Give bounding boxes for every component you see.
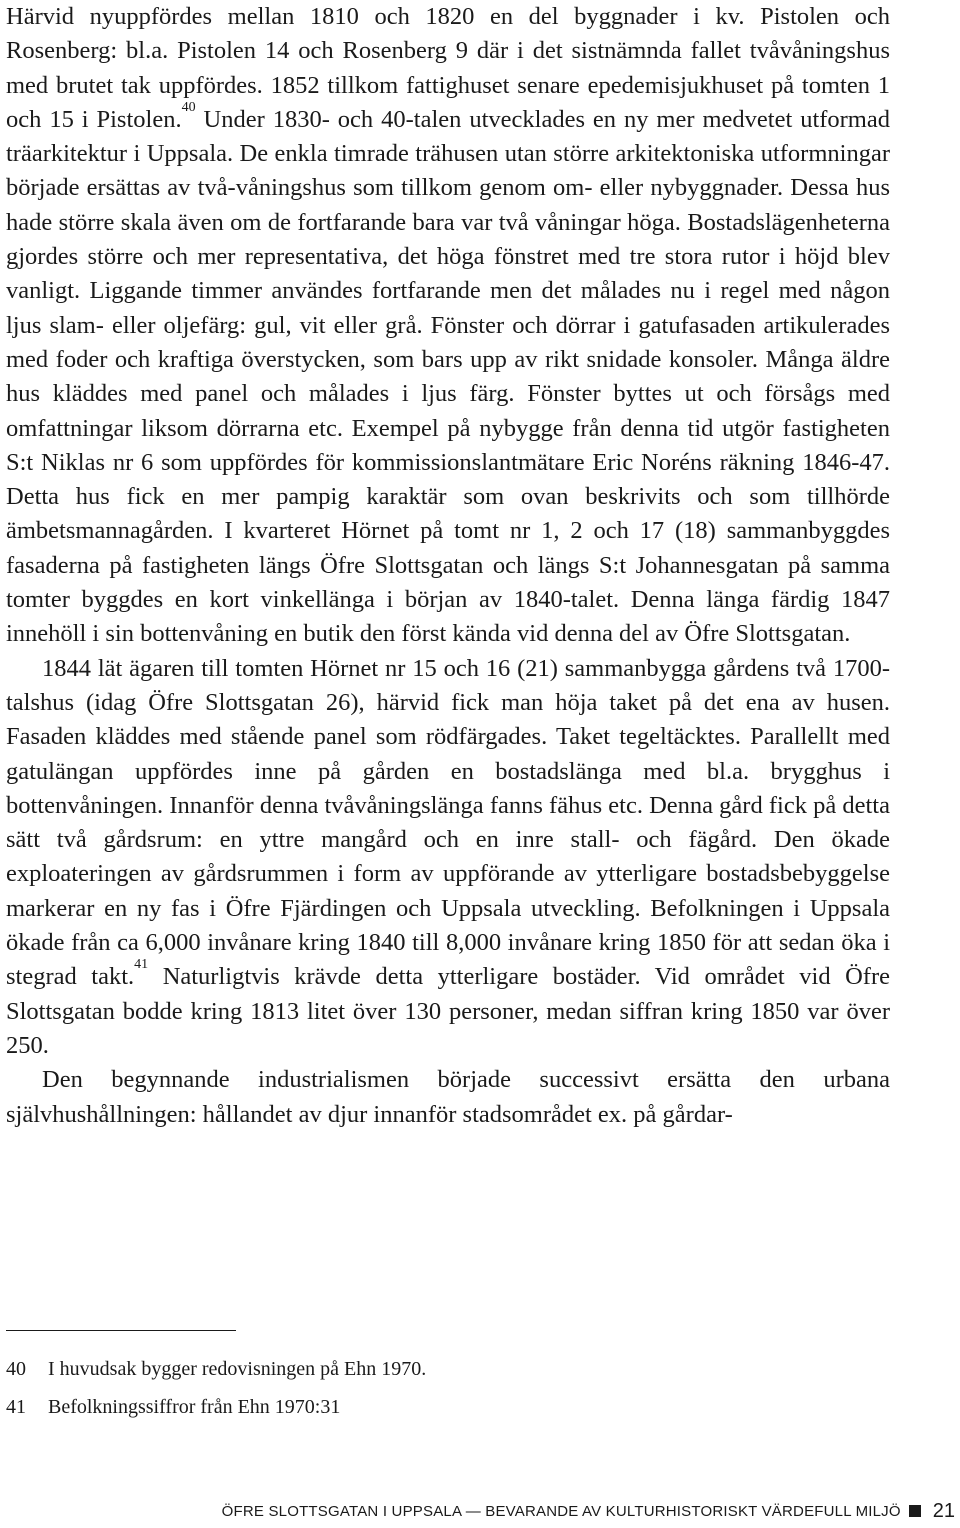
page-footer [0,1496,955,1526]
paragraph-1 [6,0,890,652]
footnote-ref-41: 41 [134,957,149,973]
footnotes [6,1355,890,1431]
page-number: 21 [932,1499,955,1522]
footnote-number: 40 [6,1358,26,1380]
body-text [6,0,890,1132]
paragraph-1-part-2: Under 1830- och 40-talen utvecklades en ny mer medvetet utformad träarkitektur i Uppsala. De enkla timrade trähusen utan större arkitektoniska utformningar började ersättas av två-våningshus som tillkom genom om- eller nybyggnader. Dessa hus hade större skala även om de fortfarande bara var två våningar höga. Bostadslägenheterna gjordes större och mer representativa, det höga fönstret med tre stora rutor i höjd blev vanligt. Liggande timmer användes fortfarande men det målades nu i regel med någon ljus slam- eller oljefärg: gul, vit eller grå. Fönster och dörrar i gatufasaden artikulerades med foder och kraftiga överstycken, som bars upp av rikt snidade konsoler. Många äldre hus kläddes med panel och målades i ljus färg. Fönster byttes ut och försågs med omfattningar liksom dörrarna etc. Exempel på nybygge från denna tid utgör fastigheten S:t Niklas nr 6 som uppfördes för kommissionslantmätare Eric Noréns räkning 1846-47. Detta hus fick en mer pampig karaktär som ovan beskrivits och som tillhörde ämbetsmannagården. I kvarteret Hörnet på tomt nr 1, 2 och 17 (18) sammanbyggdes fasaderna på fastigheten längs Öfre Slottsgatan och längs S:t Johannesgatan på samma tomter byggdes en kort vinkellänga i början av 1840-talet. Denna länga färdig 1847 innehöll i sin bottenvåning en butik den först kända vid denna del av Öfre Slottsgatan. [6,105,890,648]
footnote-41 [6,1393,890,1421]
footnote-ref-40: 40 [181,99,196,115]
footnote-40 [6,1355,890,1383]
footnote-text: Befolkningssiffror från Ehn 1970:31 [48,1396,341,1418]
running-title: ÖFRE SLOTTSGATAN I UPPSALA — BEVARANDE AV KULTURHISTORISKT VÄRDEFULL MILJÖ [221,1502,901,1520]
square-icon [909,1505,921,1517]
footnote-text: I huvudsak bygger redovisningen på Ehn 1970. [48,1358,427,1380]
footnote-number: 41 [6,1396,26,1418]
paragraph-1-part-1: Härvid nyuppfördes mellan 1810 och 1820 en del byggnader i kv. Pistolen och Rosenberg: bl.a. Pistolen 14 och Rosenberg 9 där i det sistnämnda fallet tvåvåningshus med brutet tak uppfördes. 1852 tillkom fattighuset senare epedemisjukhuset på tomten 1 och 15 i Pistolen. [6,3,890,133]
paragraph-3: Den begynnande industrialismen började successivt ersätta den urbana självhushållningen: hållandet av djur innanför stadsområdet ex. på gårdar- [6,1066,890,1128]
paragraph-2-part-2: Naturligtvis krävde detta ytterligare bostäder. Vid området vid Öfre Slottsgatan bodde kring 1813 litet över 130 personer, medan siffran kring 1850 var över 250. [6,963,890,1059]
footnote-divider [6,1330,236,1331]
paragraph-2-part-1: 1844 lät ägaren till tomten Hörnet nr 15 och 16 (21) sammanbygga gårdens två 1700-talshus (idag Öfre Slottsgatan 26), härvid fick man höja taket på det ena av husen. Fasaden kläddes med stående panel som rödfärgades. Taket tegeltäcktes. Parallellt med gatulängan uppfördes inne på gården en bostadslänga med bl.a. brygghus i bottenvåningen. Innanför denna tvåvåningslänga fanns fähus etc. Denna gård fick på detta sätt två gårdsrum: en yttre mangård och en inre stall- och fägård. Den ökade exploateringen av gårdsrummen i form av uppförande av ytterligare bostadsbebyggelse markerar en ny fas i Öfre Fjärdingen och Uppsala utveckling. Befolkningen i Uppsala ökade från ca 6,000 invånare kring 1840 till 8,000 invånare kring 1850 för att sedan öka i stegrad takt. [6,654,890,991]
paragraph-2 [6,652,890,1064]
